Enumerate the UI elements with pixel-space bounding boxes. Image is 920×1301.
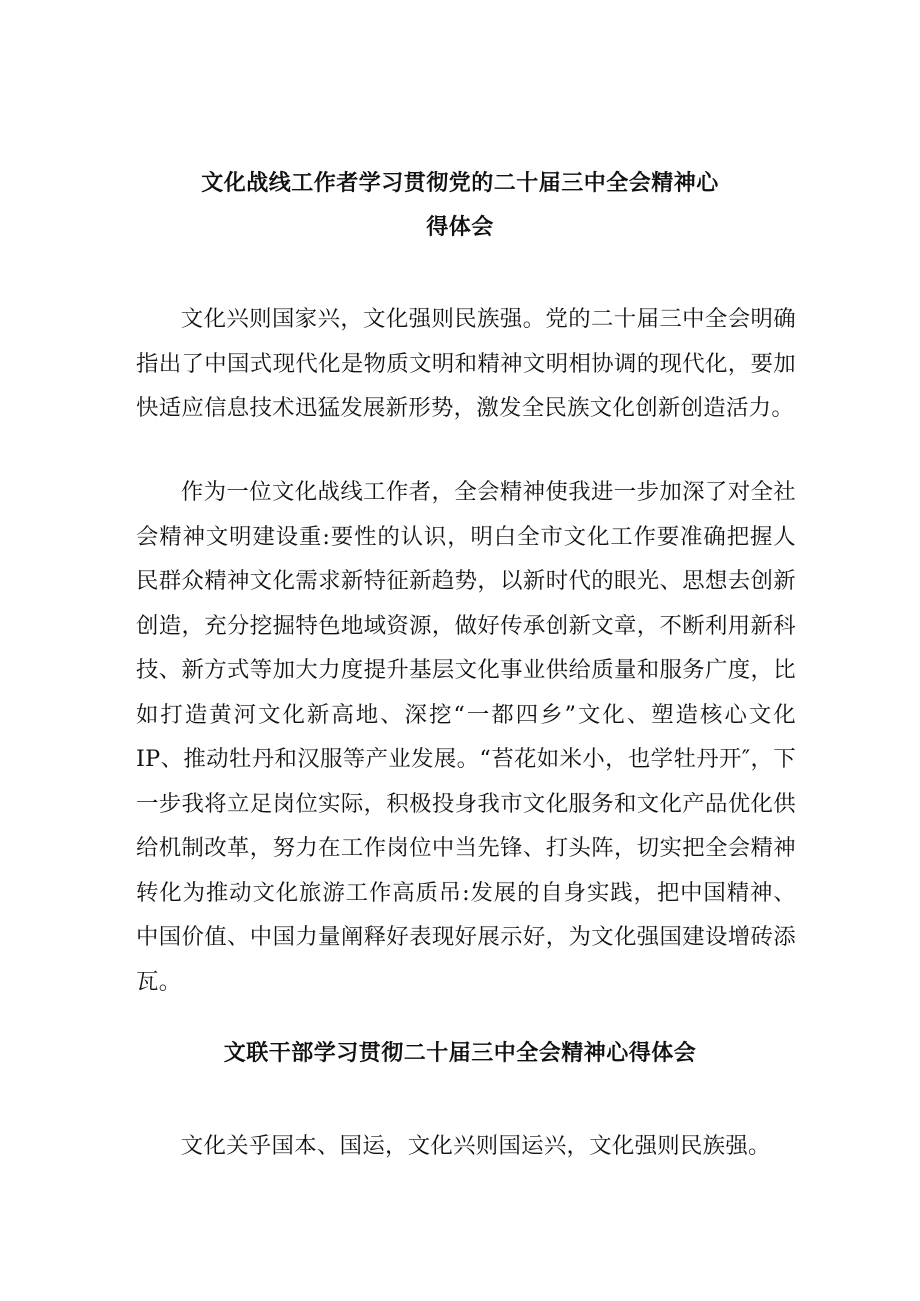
section1-paragraph-1: 文化兴则国家兴，文化强则民族强。党的二十届三中全会明确指出了中国式现代化是物质文明和精神文明相协调的现代化，要加快适应信息技术迅猛发展新形势，激发全民族文化创新创造活力。 [136,306,796,421]
section1-paragraph-2: 作为一位文化战线工作者，全会精神使我进一步加深了对全社会精神文明建设重:要性的认识，明白全市文化工作要准确把握人民群众精神文化需求新特征新趋势，以新时代的眼光、思想去创新创造，充分挖掘特色地域资源，做好传承创新文章，不断利用新科技、新方式等加大力度提升基层文化事业供给质量和服务广度，比如打造黄河文化新高地、深挖“一都四乡”文化、塑造核心文化IP、推动牡丹和汉服等产业发展。“苔花如米小，也学牡丹开″，下一步我将立足岗位实际，积极投身我市文化服务和文化产品优化供给机制改革，努力在工作岗位中当先锋、打头阵，切实把全会精神转化为推动文化旅游工作高质吊:发展的自身实践，把中国精神、中国价值、中国力量阐释好表现好展示好，为文化强国建设增砖添瓦。 [136,479,796,995]
section1-title [0,162,920,250]
section2-paragraph-1: 文化关乎国本、国运，文化兴则国运兴，文化强则民族强。 [180,1133,771,1159]
section1-title-line2: 得体会 [426,215,494,240]
section2-title [0,1032,920,1076]
section2-title-line: 文联干部学习贯彻二十届三中全会精神心得体会 [223,1041,697,1066]
section1-title-line1: 文化战线工作者学习贯彻党的二十届三中全会精神心 [201,171,719,196]
